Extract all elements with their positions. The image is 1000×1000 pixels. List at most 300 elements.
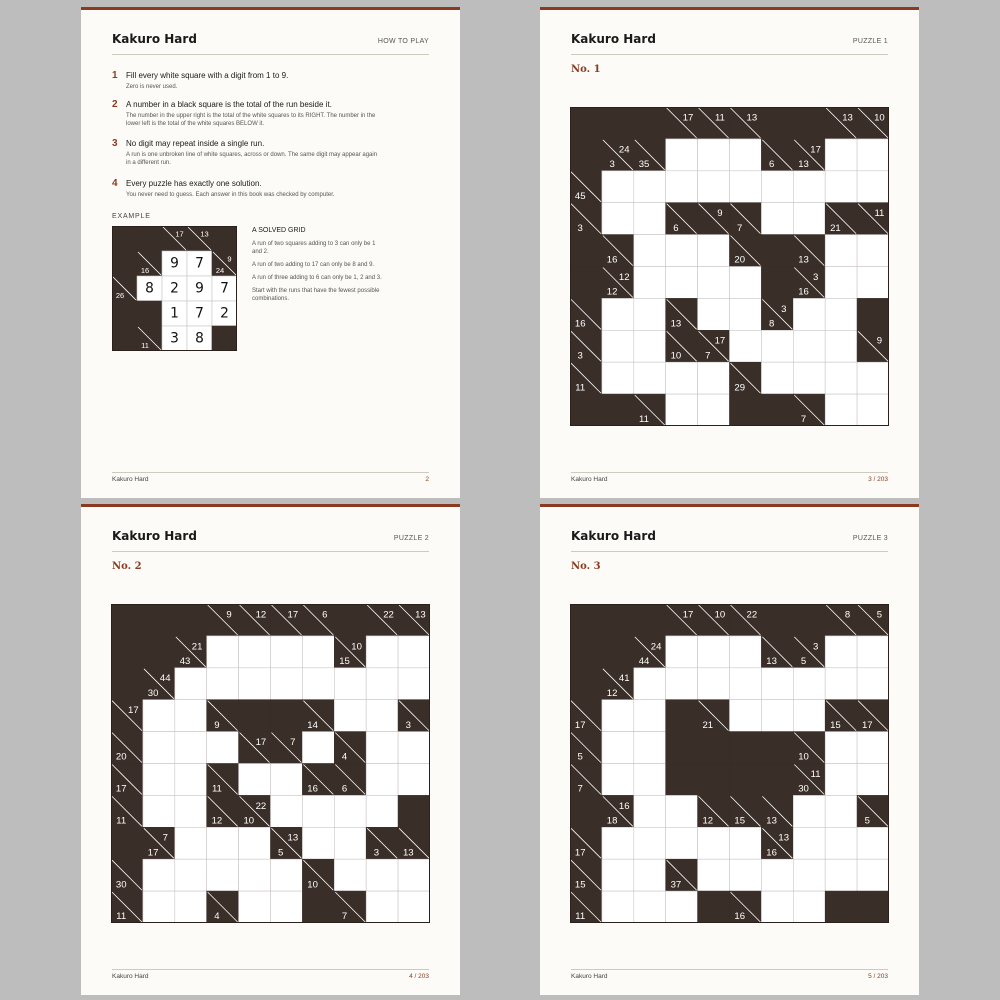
white-cell[interactable] bbox=[175, 700, 207, 732]
white-cell[interactable] bbox=[302, 636, 334, 668]
white-cell[interactable] bbox=[366, 891, 398, 923]
clue-down: 15 bbox=[734, 815, 746, 827]
black-cell bbox=[761, 764, 793, 796]
white-cell[interactable] bbox=[366, 732, 398, 764]
page-label: PUZZLE 2 bbox=[393, 535, 429, 542]
white-cell[interactable] bbox=[730, 330, 762, 362]
page-title: Kakuro Hard bbox=[571, 32, 656, 46]
clue-across: 8 bbox=[844, 609, 851, 621]
white-cell[interactable] bbox=[398, 859, 430, 891]
black-cell bbox=[666, 732, 698, 764]
white-cell[interactable] bbox=[857, 859, 889, 891]
white-cell[interactable] bbox=[857, 139, 889, 171]
clue-across: 17 bbox=[255, 736, 267, 748]
clue-down: 13 bbox=[798, 254, 809, 266]
clue-down: 21 bbox=[830, 222, 841, 234]
white-cell[interactable] bbox=[271, 636, 303, 668]
white-cell[interactable] bbox=[857, 394, 889, 426]
black-cell bbox=[857, 891, 889, 923]
white-cell[interactable] bbox=[366, 764, 398, 796]
white-cell[interactable] bbox=[398, 764, 430, 796]
white-cell[interactable] bbox=[666, 362, 698, 394]
solved-digit: 9 bbox=[170, 255, 179, 272]
white-cell[interactable] bbox=[366, 636, 398, 668]
white-cell[interactable] bbox=[761, 171, 793, 203]
rule-heading: Every puzzle has exactly one solution. bbox=[126, 179, 262, 188]
white-cell[interactable] bbox=[857, 171, 889, 203]
white-cell[interactable] bbox=[730, 171, 762, 203]
black-cell bbox=[761, 235, 793, 267]
white-cell[interactable] bbox=[698, 636, 730, 668]
clue-down: 17 bbox=[861, 719, 873, 731]
clue-across: 17 bbox=[714, 335, 726, 347]
black-cell bbox=[137, 301, 162, 326]
white-cell[interactable] bbox=[334, 827, 366, 859]
clue-down: 13 bbox=[766, 655, 777, 667]
black-cell bbox=[730, 394, 762, 426]
clue-down: 17 bbox=[115, 783, 127, 795]
clue-down: 7 bbox=[737, 222, 743, 234]
black-cell bbox=[239, 700, 271, 732]
clue-across: 5 bbox=[876, 609, 883, 621]
black-cell bbox=[730, 764, 762, 796]
white-cell[interactable] bbox=[857, 764, 889, 796]
white-cell[interactable] bbox=[634, 203, 666, 235]
white-cell[interactable] bbox=[666, 139, 698, 171]
white-cell[interactable] bbox=[857, 827, 889, 859]
white-cell[interactable] bbox=[666, 267, 698, 299]
white-cell[interactable] bbox=[730, 700, 762, 732]
white-cell[interactable] bbox=[857, 732, 889, 764]
solved-digit: 8 bbox=[145, 280, 154, 297]
clue-across: 17 bbox=[128, 705, 139, 717]
black-cell bbox=[334, 604, 366, 636]
white-cell[interactable] bbox=[825, 668, 857, 700]
white-cell[interactable] bbox=[302, 668, 334, 700]
clue-down: 15 bbox=[574, 879, 586, 891]
clue-across: 7 bbox=[290, 736, 296, 748]
white-cell[interactable] bbox=[302, 732, 334, 764]
white-cell[interactable] bbox=[793, 668, 825, 700]
black-cell bbox=[570, 795, 602, 827]
black-cell bbox=[570, 394, 602, 426]
clue-across: 17 bbox=[175, 229, 184, 239]
white-cell[interactable] bbox=[825, 235, 857, 267]
clue-down: 16 bbox=[798, 286, 809, 298]
white-cell[interactable] bbox=[666, 394, 698, 426]
white-cell[interactable] bbox=[857, 636, 889, 668]
white-cell[interactable] bbox=[793, 362, 825, 394]
black-cell bbox=[698, 732, 730, 764]
white-cell[interactable] bbox=[239, 891, 271, 923]
white-cell[interactable] bbox=[761, 668, 793, 700]
black-cell bbox=[698, 891, 730, 923]
clue-down: 8 bbox=[768, 318, 775, 330]
white-cell[interactable] bbox=[239, 859, 271, 891]
white-cell[interactable] bbox=[825, 732, 857, 764]
white-cell[interactable] bbox=[334, 795, 366, 827]
white-cell[interactable] bbox=[175, 668, 207, 700]
white-cell[interactable] bbox=[825, 859, 857, 891]
puzzle-number: No. 1 bbox=[571, 64, 601, 75]
clue-down: 45 bbox=[574, 190, 586, 202]
white-cell[interactable] bbox=[730, 267, 762, 299]
page-number: 2 bbox=[425, 476, 429, 483]
white-cell[interactable] bbox=[761, 203, 793, 235]
black-cell bbox=[212, 226, 237, 251]
white-cell[interactable] bbox=[793, 795, 825, 827]
footer-book-title: Kakuro Hard bbox=[112, 476, 149, 483]
white-cell[interactable] bbox=[793, 203, 825, 235]
clue-across: 24 bbox=[618, 144, 630, 156]
black-cell bbox=[112, 226, 137, 251]
white-cell[interactable] bbox=[857, 362, 889, 394]
clue-down: 29 bbox=[734, 382, 746, 394]
clue-down: 16 bbox=[766, 847, 777, 859]
white-cell[interactable] bbox=[730, 636, 762, 668]
clue-across: 13 bbox=[415, 609, 426, 621]
white-cell[interactable] bbox=[634, 732, 666, 764]
white-cell[interactable] bbox=[666, 795, 698, 827]
white-cell[interactable] bbox=[175, 891, 207, 923]
black-cell bbox=[761, 107, 793, 139]
page-puzzle-1 bbox=[540, 7, 919, 498]
white-cell[interactable] bbox=[698, 235, 730, 267]
clue-across: 11 bbox=[810, 768, 821, 780]
white-cell[interactable] bbox=[602, 203, 634, 235]
black-cell bbox=[570, 235, 602, 267]
clue-down: 30 bbox=[798, 783, 809, 795]
white-cell[interactable] bbox=[825, 636, 857, 668]
white-cell[interactable] bbox=[271, 859, 303, 891]
white-cell[interactable] bbox=[334, 859, 366, 891]
black-cell bbox=[793, 107, 825, 139]
white-cell[interactable] bbox=[366, 700, 398, 732]
white-cell[interactable] bbox=[825, 267, 857, 299]
clue-down: 16 bbox=[606, 254, 618, 266]
white-cell[interactable] bbox=[825, 827, 857, 859]
clue-down: 6 bbox=[768, 158, 775, 170]
white-cell[interactable] bbox=[143, 859, 175, 891]
clue-across: 9 bbox=[717, 208, 723, 220]
white-cell[interactable] bbox=[634, 700, 666, 732]
solved-notes bbox=[252, 227, 382, 308]
white-cell[interactable] bbox=[207, 732, 239, 764]
white-cell[interactable] bbox=[761, 700, 793, 732]
clue-down: 15 bbox=[339, 655, 350, 667]
white-cell[interactable] bbox=[825, 795, 857, 827]
white-cell[interactable] bbox=[698, 298, 730, 330]
white-cell[interactable] bbox=[239, 636, 271, 668]
white-cell[interactable] bbox=[602, 171, 634, 203]
rule-body: Zero is never used. bbox=[126, 84, 178, 90]
clue-down: 13 bbox=[402, 847, 414, 859]
white-cell[interactable] bbox=[634, 362, 666, 394]
white-cell[interactable] bbox=[634, 330, 666, 362]
white-cell[interactable] bbox=[366, 668, 398, 700]
white-cell[interactable] bbox=[398, 891, 430, 923]
solved-digit: 2 bbox=[170, 280, 179, 297]
clue-down: 15 bbox=[830, 719, 841, 731]
clue-down: 10 bbox=[670, 350, 682, 362]
puzzle-grid bbox=[570, 107, 889, 426]
white-cell[interactable] bbox=[143, 700, 175, 732]
black-cell bbox=[175, 604, 207, 636]
clue-across: 44 bbox=[159, 673, 171, 685]
clue-down: 5 bbox=[864, 815, 870, 827]
clue-across: 13 bbox=[842, 112, 853, 124]
white-cell[interactable] bbox=[698, 139, 730, 171]
white-cell[interactable] bbox=[666, 235, 698, 267]
white-cell[interactable] bbox=[698, 171, 730, 203]
clue-down: 20 bbox=[734, 254, 746, 266]
footer-rule bbox=[112, 472, 429, 473]
white-cell[interactable] bbox=[698, 668, 730, 700]
black-cell bbox=[143, 636, 175, 668]
white-cell[interactable] bbox=[602, 700, 634, 732]
white-cell[interactable] bbox=[730, 668, 762, 700]
white-cell[interactable] bbox=[207, 859, 239, 891]
white-cell[interactable] bbox=[634, 171, 666, 203]
white-cell[interactable] bbox=[698, 827, 730, 859]
white-cell[interactable] bbox=[825, 362, 857, 394]
white-cell[interactable] bbox=[398, 732, 430, 764]
white-cell[interactable] bbox=[634, 298, 666, 330]
page-label: HOW TO PLAY bbox=[377, 38, 429, 45]
clue-across: 22 bbox=[746, 609, 758, 621]
black-cell bbox=[602, 394, 634, 426]
white-cell[interactable] bbox=[825, 764, 857, 796]
white-cell[interactable] bbox=[334, 668, 366, 700]
rule-heading: Fill every white square with a digit from 1 to 9. bbox=[126, 71, 289, 80]
solved-digit: 9 bbox=[195, 280, 204, 297]
clue-across: 11 bbox=[874, 208, 885, 220]
white-cell[interactable] bbox=[825, 394, 857, 426]
white-cell[interactable] bbox=[698, 394, 730, 426]
black-cell bbox=[602, 107, 634, 139]
white-cell[interactable] bbox=[634, 267, 666, 299]
white-cell[interactable] bbox=[698, 267, 730, 299]
example-grid bbox=[112, 226, 237, 351]
white-cell[interactable] bbox=[398, 668, 430, 700]
white-cell[interactable] bbox=[634, 827, 666, 859]
black-cell bbox=[112, 251, 137, 276]
black-cell bbox=[793, 604, 825, 636]
white-cell[interactable] bbox=[175, 764, 207, 796]
white-cell[interactable] bbox=[825, 298, 857, 330]
page-number: 5 / 203 bbox=[868, 973, 888, 980]
white-cell[interactable] bbox=[143, 732, 175, 764]
white-cell[interactable] bbox=[602, 859, 634, 891]
white-cell[interactable] bbox=[666, 668, 698, 700]
clue-across: 10 bbox=[874, 112, 885, 124]
clue-across: 6 bbox=[322, 609, 328, 621]
white-cell[interactable] bbox=[666, 636, 698, 668]
footer-rule bbox=[571, 969, 888, 970]
white-cell[interactable] bbox=[761, 362, 793, 394]
clue-down: 10 bbox=[307, 879, 318, 891]
black-cell bbox=[761, 732, 793, 764]
white-cell[interactable] bbox=[271, 795, 303, 827]
white-cell[interactable] bbox=[825, 330, 857, 362]
black-cell bbox=[570, 267, 602, 299]
white-cell[interactable] bbox=[602, 827, 634, 859]
black-cell bbox=[761, 604, 793, 636]
white-cell[interactable] bbox=[175, 795, 207, 827]
white-cell[interactable] bbox=[793, 700, 825, 732]
clue-down: 6 bbox=[341, 783, 348, 795]
black-cell bbox=[212, 326, 237, 351]
white-cell[interactable] bbox=[761, 330, 793, 362]
clue-down: 5 bbox=[800, 655, 807, 667]
black-cell bbox=[634, 107, 666, 139]
black-cell bbox=[398, 795, 430, 827]
white-cell[interactable] bbox=[634, 235, 666, 267]
clue-down: 30 bbox=[147, 687, 159, 699]
white-cell[interactable] bbox=[825, 171, 857, 203]
white-cell[interactable] bbox=[175, 827, 207, 859]
example-label: EXAMPLE bbox=[112, 213, 151, 220]
white-cell[interactable] bbox=[698, 859, 730, 891]
black-cell bbox=[857, 298, 889, 330]
white-cell[interactable] bbox=[398, 636, 430, 668]
white-cell[interactable] bbox=[730, 827, 762, 859]
white-cell[interactable] bbox=[793, 891, 825, 923]
white-cell[interactable] bbox=[857, 267, 889, 299]
white-cell[interactable] bbox=[366, 795, 398, 827]
black-cell bbox=[666, 764, 698, 796]
clue-across: 7 bbox=[162, 832, 168, 844]
white-cell[interactable] bbox=[271, 764, 303, 796]
clue-down: 16 bbox=[734, 911, 746, 923]
white-cell[interactable] bbox=[271, 891, 303, 923]
white-cell[interactable] bbox=[793, 171, 825, 203]
white-cell[interactable] bbox=[207, 827, 239, 859]
clue-across: 16 bbox=[618, 800, 630, 812]
white-cell[interactable] bbox=[793, 298, 825, 330]
clue-down: 4 bbox=[214, 911, 220, 923]
white-cell[interactable] bbox=[602, 298, 634, 330]
clue-across: 13 bbox=[287, 832, 299, 844]
white-cell[interactable] bbox=[239, 764, 271, 796]
white-cell[interactable] bbox=[175, 859, 207, 891]
footer-book-title: Kakuro Hard bbox=[571, 973, 608, 980]
clue-down: 13 bbox=[798, 158, 809, 170]
white-cell[interactable] bbox=[602, 362, 634, 394]
black-cell bbox=[111, 636, 143, 668]
clue-down: 5 bbox=[577, 751, 583, 763]
clue-across: 17 bbox=[682, 609, 694, 621]
white-cell[interactable] bbox=[666, 827, 698, 859]
black-cell bbox=[570, 604, 602, 636]
white-cell[interactable] bbox=[302, 827, 334, 859]
puzzle-number: No. 3 bbox=[571, 561, 601, 572]
white-cell[interactable] bbox=[602, 764, 634, 796]
white-cell[interactable] bbox=[634, 891, 666, 923]
white-cell[interactable] bbox=[143, 795, 175, 827]
white-cell[interactable] bbox=[602, 330, 634, 362]
white-cell[interactable] bbox=[857, 668, 889, 700]
clue-across: 13 bbox=[200, 229, 209, 239]
puzzle-grid bbox=[111, 604, 430, 923]
rule-number: 2 bbox=[112, 99, 118, 110]
clue-across: 24 bbox=[650, 641, 662, 653]
white-cell[interactable] bbox=[271, 668, 303, 700]
white-cell[interactable] bbox=[366, 859, 398, 891]
header-rule bbox=[112, 551, 429, 552]
white-cell[interactable] bbox=[207, 636, 239, 668]
white-cell[interactable] bbox=[602, 732, 634, 764]
clue-across: 13 bbox=[746, 112, 758, 124]
clue-across: 12 bbox=[255, 609, 267, 621]
white-cell[interactable] bbox=[698, 362, 730, 394]
clue-across: 3 bbox=[781, 303, 787, 315]
clue-down: 10 bbox=[798, 751, 809, 763]
white-cell[interactable] bbox=[634, 795, 666, 827]
white-cell[interactable] bbox=[302, 795, 334, 827]
white-cell[interactable] bbox=[761, 891, 793, 923]
white-cell[interactable] bbox=[857, 235, 889, 267]
clue-across: 21 bbox=[191, 641, 203, 653]
white-cell[interactable] bbox=[143, 764, 175, 796]
page-number: 3 / 203 bbox=[868, 476, 888, 483]
solved-digit: 1 bbox=[170, 305, 179, 322]
clue-across: 10 bbox=[351, 641, 362, 653]
black-cell bbox=[271, 700, 303, 732]
white-cell[interactable] bbox=[730, 139, 762, 171]
page-label: PUZZLE 3 bbox=[852, 535, 888, 542]
clue-across: 17 bbox=[682, 112, 694, 124]
clue-down: 37 bbox=[670, 879, 682, 891]
white-cell[interactable] bbox=[666, 891, 698, 923]
clue-across: 9 bbox=[226, 609, 232, 621]
white-cell[interactable] bbox=[602, 891, 634, 923]
white-cell[interactable] bbox=[730, 298, 762, 330]
puzzle-number: No. 2 bbox=[112, 561, 142, 572]
clue-down: 12 bbox=[606, 286, 618, 298]
page-title: Kakuro Hard bbox=[112, 529, 197, 543]
white-cell[interactable] bbox=[334, 700, 366, 732]
white-cell[interactable] bbox=[793, 859, 825, 891]
clue-down: 13 bbox=[766, 815, 777, 827]
white-cell[interactable] bbox=[175, 732, 207, 764]
clue-down: 4 bbox=[341, 751, 348, 763]
clue-down: 24 bbox=[215, 266, 225, 275]
clue-down: 7 bbox=[705, 350, 711, 362]
white-cell[interactable] bbox=[143, 891, 175, 923]
white-cell[interactable] bbox=[207, 668, 239, 700]
white-cell[interactable] bbox=[793, 330, 825, 362]
white-cell[interactable] bbox=[634, 668, 666, 700]
white-cell[interactable] bbox=[793, 827, 825, 859]
white-cell[interactable] bbox=[239, 827, 271, 859]
white-cell[interactable] bbox=[634, 859, 666, 891]
white-cell[interactable] bbox=[761, 859, 793, 891]
black-cell bbox=[761, 267, 793, 299]
white-cell[interactable] bbox=[634, 764, 666, 796]
solved-digit: 7 bbox=[195, 255, 204, 272]
white-cell[interactable] bbox=[730, 859, 762, 891]
black-cell bbox=[111, 604, 143, 636]
white-cell[interactable] bbox=[825, 139, 857, 171]
header-rule bbox=[571, 551, 888, 552]
page-title: Kakuro Hard bbox=[112, 32, 197, 46]
black-cell bbox=[112, 301, 137, 326]
white-cell[interactable] bbox=[239, 668, 271, 700]
white-cell[interactable] bbox=[666, 171, 698, 203]
clue-down: 3 bbox=[373, 847, 380, 859]
rule-number: 1 bbox=[112, 70, 118, 81]
